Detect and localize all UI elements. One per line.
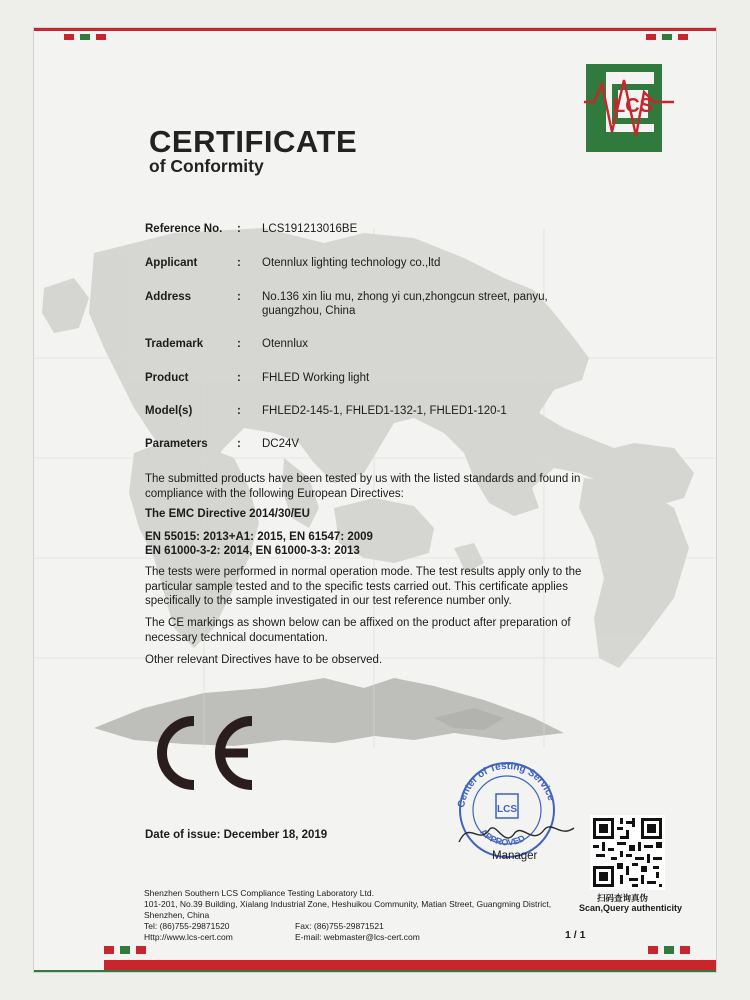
directive-title: The EMC Directive 2014/30/EU	[145, 508, 310, 520]
intro-paragraph: The submitted products have been tested by us with the listed standards and found in compliance with the following European Directives:	[145, 473, 581, 500]
svg-text:Center of Testing Service	[456, 761, 556, 809]
other-directives-paragraph: Other relevant Directives have to be observed.	[145, 654, 383, 666]
logo-letter: LCS	[613, 95, 653, 117]
field-colon: :	[237, 223, 241, 235]
footer-email-link[interactable]: E-mail: webmaster@lcs-cert.com	[295, 932, 420, 942]
testing-service-seal-icon	[434, 750, 584, 860]
seal-center: LCS	[497, 804, 517, 815]
issue-date: December 18, 2019	[223, 829, 328, 841]
field-label: Address	[145, 291, 192, 303]
field-value: LCS191213016BE	[262, 223, 358, 235]
field-colon: :	[237, 438, 241, 450]
footer-contact	[144, 888, 584, 943]
footer-phone-row	[144, 921, 584, 932]
field-label: Model(s)	[145, 405, 193, 417]
bottom-decorative-band	[34, 946, 717, 973]
footer-address-1: 101-201, No.39 Building, Xialang Industrial Zone, Heshuikou Community, Matian Street, Guangming District,	[144, 899, 552, 909]
field-value: DC24V	[262, 438, 300, 450]
footer-web-row	[144, 932, 584, 943]
manager-label: Manager	[492, 850, 538, 862]
seal-text: Center of Testing Service	[456, 760, 557, 809]
markings-paragraph: The CE markings as shown below can be affixed on the product after preparation of necessary technical documentation.	[145, 617, 571, 644]
footer-fax: Fax: (86)755-29871521	[295, 921, 384, 931]
field-label: Applicant	[145, 257, 198, 269]
qr-caption-cn: 扫码查询真伪	[597, 893, 649, 903]
top-decorative-band	[34, 28, 717, 44]
footer-tel: Tel: (86)755-29871520	[144, 921, 230, 931]
field-label: Product	[145, 372, 189, 384]
tests-paragraph: The tests were performed in normal operation mode. The test results apply only to the particular sample tested and to the specific tests carried out. This certificate applies specifically to the sample investigated in our test reference number only.	[145, 566, 582, 607]
seal-stamp: APPROVED	[478, 826, 527, 848]
footer-web-link[interactable]: Http://www.lcs-cert.com	[144, 932, 233, 942]
field-colon: :	[237, 257, 241, 269]
certificate-subtitle: of Conformity	[149, 156, 264, 176]
field-colon: :	[237, 291, 241, 303]
issue-label: Date of issue:	[145, 829, 221, 841]
date-of-issue	[145, 829, 327, 841]
footer-company: Shenzhen Southern LCS Compliance Testing Laboratory Ltd.	[144, 888, 374, 898]
field-value: Otennlux	[262, 338, 309, 350]
certificate-title: CERTIFICATE	[149, 124, 358, 159]
field-colon: :	[237, 372, 241, 384]
lcs-logo-icon	[584, 62, 674, 157]
page-number: 1 / 1	[565, 929, 586, 941]
qr-code-icon[interactable]	[590, 815, 665, 890]
footer-address-2: Shenzhen, China	[144, 910, 210, 920]
field-value: Otennlux lighting technology co.,ltd	[262, 257, 441, 269]
field-value: FHLED Working light	[262, 372, 370, 384]
field-value: FHLED2-145-1, FHLED1-132-1, FHLED1-120-1	[262, 405, 507, 417]
standards-line-2: EN 61000-3-2: 2014, EN 61000-3-3: 2013	[145, 545, 360, 557]
field-value: No.136 xin liu mu, zhong yi cun,zhongcun street, panyu, guangzhou, China	[262, 291, 548, 317]
field-label: Trademark	[145, 338, 204, 350]
standards-line-1: EN 55015: 2013+A1: 2015, EN 61547: 2009	[145, 531, 373, 543]
field-colon: :	[237, 405, 241, 417]
field-colon: :	[237, 338, 241, 350]
field-label: Parameters	[145, 438, 208, 450]
field-label: Reference No.	[145, 223, 223, 235]
qr-caption-en: Scan,Query authenticity	[579, 903, 683, 913]
ce-mark-icon	[144, 713, 264, 793]
certificate-sheet	[33, 27, 717, 973]
